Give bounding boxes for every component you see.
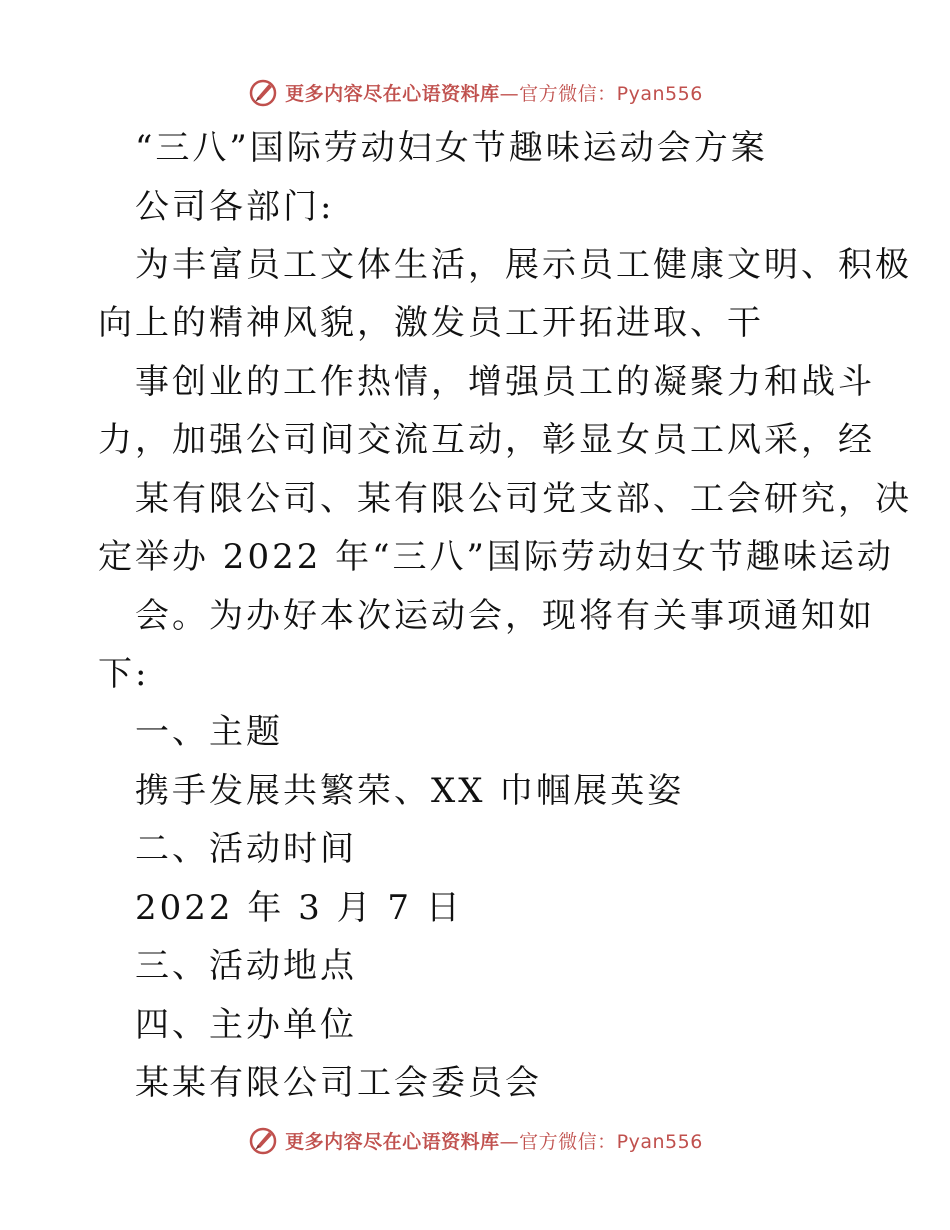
paragraph-line: 事创业的工作热情，增强员工的凝聚力和战斗: [135, 362, 875, 402]
quill-logo-icon: [247, 76, 279, 108]
section-heading-location: 三、活动地点: [135, 946, 357, 986]
section-body-organizer: 某某有限公司工会委员会: [135, 1063, 542, 1103]
watermark-text: [285, 1127, 703, 1154]
watermark-brand: 更多内容尽在心语资料库: [285, 1130, 500, 1153]
paragraph-line: 力，加强公司间交流互动，彰显女员工风采，经: [98, 420, 875, 460]
paragraph-line: 下:: [98, 654, 150, 694]
paragraph-line: 定举办 2022 年“三八”国际劳动妇女节趣味运动: [98, 537, 894, 577]
watermark-contact: —官方微信：Pyan556: [499, 82, 703, 105]
paragraph-line: 向上的精神风貌，激发员工开拓进取、干: [98, 303, 764, 343]
section-body-theme: 携手发展共繁荣、XX 巾帼展英姿: [135, 771, 685, 811]
watermark-header: [0, 72, 950, 112]
document-title: “三八”国际劳动妇女节趣味运动会方案: [135, 128, 768, 168]
section-heading-theme: 一、主题: [135, 712, 283, 752]
paragraph-line: 某有限公司、某有限公司党支部、工会研究，决: [135, 479, 912, 519]
paragraph-line: 为丰富员工文体生活，展示员工健康文明、积极: [135, 245, 912, 285]
watermark-brand: 更多内容尽在心语资料库: [285, 82, 500, 105]
salutation: 公司各部门:: [135, 187, 335, 227]
watermark-footer: [0, 1120, 950, 1160]
paragraph-line: 会。为办好本次运动会，现将有关事项通知如: [135, 596, 875, 636]
watermark-text: [285, 79, 703, 106]
section-heading-time: 二、活动时间: [135, 829, 357, 869]
section-body-time: 2022 年 3 月 7 日: [135, 888, 463, 928]
section-heading-organizer: 四、主办单位: [135, 1005, 357, 1045]
quill-logo-icon: [247, 1124, 279, 1156]
watermark-contact: —官方微信：Pyan556: [499, 1130, 703, 1153]
